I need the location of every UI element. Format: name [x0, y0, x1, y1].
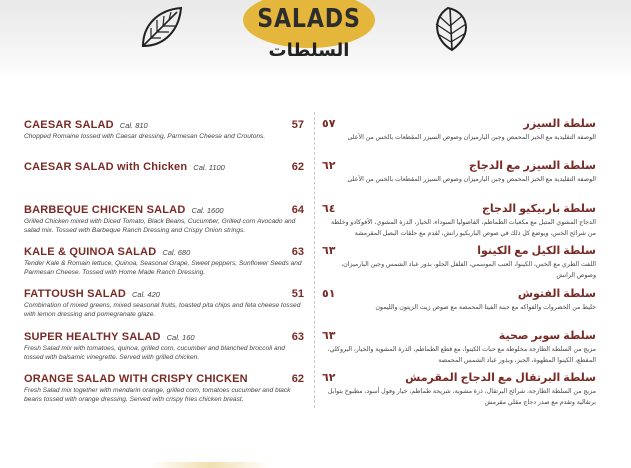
menu-item-ar: [322, 159, 596, 185]
item-name: ORANGE SALAD WITH CRISPY CHICKEN: [24, 373, 248, 385]
item-calories: Cal. 160: [166, 333, 195, 342]
item-calories: Cal. 420: [132, 290, 160, 299]
item-description-ar: خليط من الخضروات والفواكه مع جبنة الفيتا المحمصة مع صوص زيت الزيتون والليمون: [375, 304, 596, 311]
menu-item-ar: [322, 371, 596, 408]
item-calories: Cal. 1100: [193, 163, 225, 172]
item-price: 64: [291, 204, 304, 216]
item-price: 51: [291, 288, 304, 300]
item-price: 62: [291, 161, 304, 173]
item-description: Grilled Chicken mixed with Diced Tomato, Black Beans, Cucumber, Grilled corn Avocado and salad mix. Tossed with Barbeque Ranch Dressing and Crispy Onion strings.: [24, 218, 296, 235]
item-name-ar: سلطة السيزر مع الدجاج: [468, 160, 596, 172]
logo-title-ar: السلطات: [268, 40, 350, 60]
menu-item-ar: [322, 287, 596, 313]
item-price-ar: ٦٢: [322, 160, 336, 172]
item-name-ar: سلطة السيزر: [523, 118, 596, 130]
page-edge-decoration: [150, 462, 270, 468]
item-name-ar: سلطة باربيكيو الدجاج: [481, 203, 596, 215]
item-description: Fresh Salad mix with tomatoes, quinoa, grilled corn, cucumber and blanched broccoli and tossed with balsamic vinegrette. Served with grilled chicken.: [24, 345, 285, 362]
column-divider: [314, 112, 315, 408]
menu-item-ar: [322, 117, 596, 143]
item-name: FATTOUSH SALAD Cal. 420: [24, 288, 160, 300]
menu-item-en: [24, 204, 302, 236]
item-price-ar: ٥٧: [322, 118, 336, 130]
item-name-ar: سلطة الكيل مع الكينوا: [477, 245, 596, 257]
menu-item-ar: [322, 329, 596, 366]
item-description-ar: الوصفة التقليدية مع الخبز المحمص وجبن البارميزان وصوص السيزر المقطعات بالخس من الأعلى: [347, 134, 596, 141]
item-name: CAESAR SALAD with Chicken Cal. 1100: [24, 161, 225, 173]
item-price-ar: ٦٣: [322, 330, 336, 342]
item-name: CAESAR SALAD Cal. 810: [24, 119, 148, 131]
item-name-ar: سلطة البرتقال مع الدجاج المقرمش: [405, 372, 596, 384]
item-description-ar: مزيج من السلطة الطازجة مخلوطة مع حبات الكينوا، مع قطع الطماطم، الذرة المشوية والخيار، البروكلي، المقطع، الكينوا المطهوة، الجبز، وبذور عباد الشمس المحمصة: [327, 346, 596, 364]
item-description: Chopped Romaine tossed with Caesar dressing, Parmesan Cheese and Croutons.: [24, 133, 266, 140]
menu-item-en: [24, 246, 302, 278]
item-calories: Cal. 810: [119, 121, 148, 130]
item-price: 63: [291, 246, 304, 258]
item-price-ar: ٥١: [322, 288, 336, 300]
menu-item-en: [24, 288, 302, 320]
menu-item-en: [24, 373, 302, 405]
item-description-ar: الدجاج المشوي المتبل مع مكعبات الطماطم، الفاصوليا السوداء، الخيار، الذرة المشوي، الأفوكادو وخلطة من شرائح الخس، ويوضع كل ذلك في صوص الباربكيو رانش، تُقدم مع حلقات البصل المقرمشة: [330, 219, 596, 237]
leaf-icon: [137, 4, 185, 52]
item-name: SUPER HEALTHY SALAD Cal. 160: [24, 331, 195, 343]
menu-item-ar: [322, 244, 596, 281]
item-calories: Cal. 1600: [191, 206, 224, 215]
item-name-ar: سلطة الفتوش: [517, 288, 596, 300]
item-price: 62: [291, 373, 304, 385]
menu-item-en: [24, 161, 302, 173]
item-name: KALE & QUINOA SALAD Cal. 680: [24, 246, 191, 258]
item-name-ar: سلطة سوبر صحية: [498, 330, 596, 342]
menu-item-en: [24, 331, 302, 363]
item-price-ar: ٦٣: [322, 245, 336, 257]
item-description-ar: اللفت الطري مع الخس، الكينوا، العنب الموسمي، الفلفل الحلو، بذور عباد الشمس وجبن البارميزان، وصوص الرانش: [341, 261, 596, 279]
menu-item-ar: [322, 202, 596, 239]
logo-title-en: SALADS: [257, 4, 361, 34]
menu-item-en: [24, 119, 302, 141]
item-calories: Cal. 680: [162, 248, 191, 257]
item-price: 57: [291, 119, 304, 131]
item-price-ar: ٦٢: [322, 372, 336, 384]
item-description-ar: الوصفة التقليدية مع الخبز المحمص وجبن البارميزان وصوص السيزر المقطعات بالخس من الأعلى: [347, 176, 596, 183]
item-price: 63: [291, 331, 304, 343]
item-name: BARBEQUE CHICKEN SALAD Cal. 1600: [24, 204, 224, 216]
item-price-ar: ٦٤: [322, 203, 336, 215]
item-description: Fresh Salad mix together with mendarin orange, grilled corn, tomatoes cucumber and black beans tossed with orange dressing. Served with crispy fries chicken breast.: [24, 387, 291, 404]
item-description: Tender Kale & Romain lettuce, Quinoa, Seasonal Grape, Sweet peppers, Sunflower Seeds and Parmesan Cheese. Tossed with Home Made Ranch Dressing.: [24, 260, 302, 277]
item-description: Combination of mixed greens, mixed seasonal fruits, toasted pita chips and feta cheese tossed with lemon dressing and pomegranate glaze.: [24, 302, 301, 319]
leaf-icon: [428, 4, 476, 52]
item-description-ar: مزيج من السلطة الطازجة، شرائح البرتقال، ذرة مشوية، شريحة طماطم، خيار وفول أسود، مطبوخ بتوابل برتقالية وتقدم مع صدر دجاج مقلي مقرمش: [327, 388, 596, 406]
